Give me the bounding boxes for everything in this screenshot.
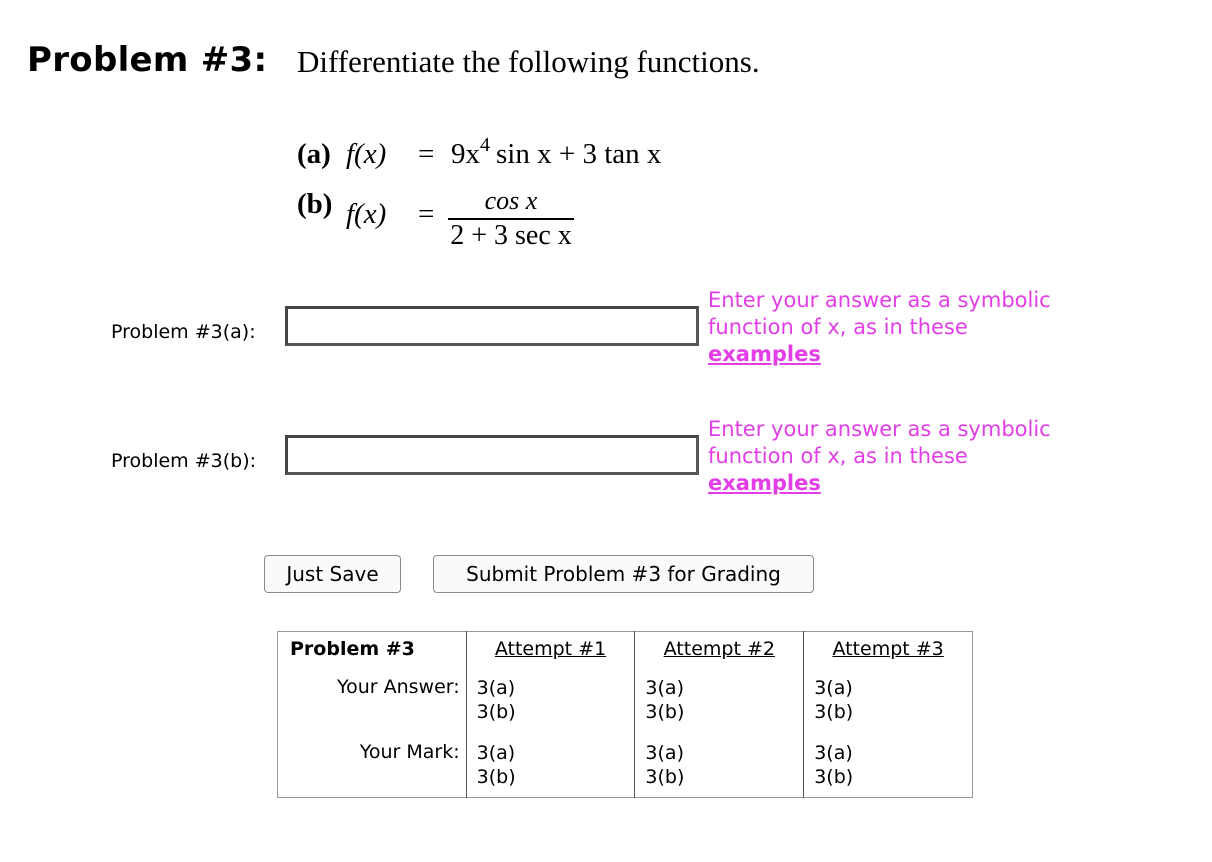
- attempt-1-answer-b: 3(b): [476, 700, 516, 723]
- attempt-3-answer: [804, 666, 973, 727]
- attempt-2-mark-b: 3(b): [645, 766, 685, 789]
- your-answer-row: [278, 666, 973, 727]
- answer-b-hint: [708, 416, 1108, 497]
- attempt-2-answer: [635, 666, 804, 727]
- attempt-3-header: [804, 632, 973, 666]
- answer-a-hint: [708, 287, 1108, 368]
- attempt-3-mark-b: 3(b): [814, 766, 854, 789]
- attempt-2-answer-b: 3(b): [645, 700, 685, 723]
- attempt-3-mark: [804, 727, 973, 797]
- equation-b-fraction: [448, 186, 574, 252]
- equation-a-label: (a): [297, 138, 331, 170]
- equation-b-numerator: cos x: [484, 186, 538, 215]
- answer-a-examples-link[interactable]: examples: [708, 342, 821, 366]
- equation-b-equals: =: [418, 198, 435, 230]
- attempts-table: [277, 631, 973, 798]
- attempt-2-answer-a: 3(a): [645, 676, 684, 699]
- answer-b-examples-link[interactable]: examples: [708, 471, 821, 495]
- attempt-1-answer: [466, 666, 635, 727]
- equation-a-coef: 9x: [451, 138, 480, 170]
- attempt-3-answer-b: 3(b): [814, 700, 854, 723]
- answer-a-hint-text: Enter your answer as a symbolic function of x, as in these: [708, 288, 1051, 339]
- attempt-2-mark: [635, 727, 804, 797]
- answer-b-input[interactable]: [285, 435, 699, 475]
- your-answer-label: Your Answer:: [336, 675, 460, 698]
- attempt-3-answer-a: 3(a): [814, 676, 853, 699]
- equation-b-label: (b): [297, 188, 333, 220]
- attempts-header-problem: Problem #3: [290, 638, 415, 660]
- problem-title: Problem #3:: [27, 40, 268, 80]
- attempt-3-link[interactable]: Attempt #3: [832, 638, 944, 660]
- submit-grading-button[interactable]: Submit Problem #3 for Grading: [433, 555, 814, 593]
- attempts-header-row: [278, 632, 973, 666]
- attempt-2-header: [635, 632, 804, 666]
- attempt-3-mark-a: 3(a): [814, 742, 853, 765]
- attempt-1-header: [466, 632, 635, 666]
- equation-b-lhs: f(x): [346, 198, 387, 230]
- equation-a-lhs: f(x): [346, 138, 387, 170]
- answer-a-label: Problem #3(a):: [111, 321, 256, 343]
- your-mark-row: [278, 727, 973, 797]
- answer-b-hint-text: Enter your answer as a symbolic function of x, as in these: [708, 417, 1051, 468]
- attempt-1-mark-a: 3(a): [476, 742, 516, 765]
- equation-a-rhs: [451, 134, 662, 171]
- just-save-button[interactable]: Just Save: [264, 555, 401, 593]
- answer-b-label: Problem #3(b):: [111, 450, 257, 472]
- equation-a-rest: sin x + 3 tan x: [496, 138, 662, 170]
- attempt-2-mark-a: 3(a): [645, 742, 684, 765]
- equation-a-exponent: 4: [480, 134, 490, 156]
- equation-a-equals: =: [418, 138, 435, 170]
- attempt-2-link[interactable]: Attempt #2: [663, 638, 775, 660]
- attempt-1-mark-b: 3(b): [476, 766, 516, 789]
- attempt-1-mark: [466, 727, 635, 797]
- problem-description: Differentiate the following functions.: [297, 44, 760, 79]
- answer-a-input[interactable]: [285, 306, 699, 346]
- attempt-1-link[interactable]: Attempt #1: [494, 638, 607, 660]
- attempt-1-answer-a: 3(a): [476, 676, 516, 699]
- your-mark-label: Your Mark:: [359, 741, 460, 764]
- equation-b-denominator: 2 + 3 sec x: [450, 220, 572, 251]
